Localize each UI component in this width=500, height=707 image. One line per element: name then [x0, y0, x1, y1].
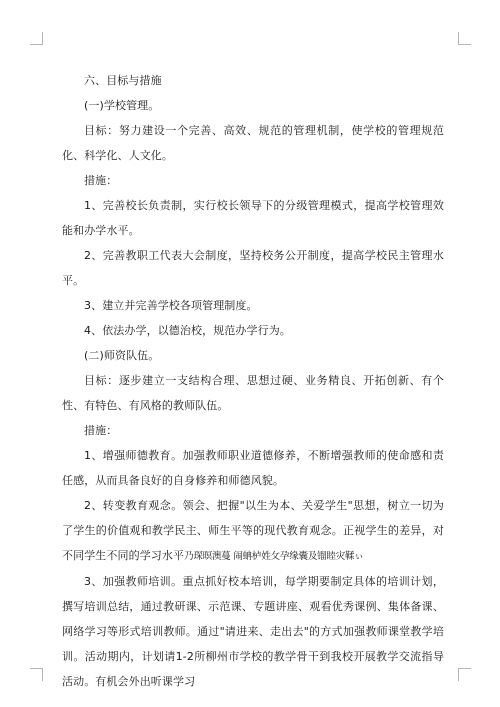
subsection-heading-school-management: (一)学校管理。 — [84, 99, 160, 112]
measure-item: 1、增强师德教育。加强教师职业道德修养，不断增强教师的使命感和责任感，从而具备良好的自身修养和师德风貌。 — [62, 449, 444, 487]
section-heading: 六、目标与措施 — [84, 74, 162, 87]
measures-label: 措施： — [84, 424, 118, 437]
measure-item: 3、加强教师培训。重点抓好校本培训，每学期要制定具体的培训计划，撰写培训总结，通过教研课、示范课、专题讲座、观看优秀课例、集体备课、网络学习等形式培训教师。通过"请进来、走出去"的方式加强教师课堂教学培训。活动期内，计划请1-2所柳州市学校的教学骨干到我校开展教学交流指导活动。有机会外出听课学习 — [62, 575, 444, 688]
subsection-heading-teaching-staff: (二)师资队伍。 — [84, 349, 160, 362]
crop-mark-top-right — [458, 32, 471, 45]
measure-item: 2、转变教育观念。领会、把握"以生为本、关爱学生"思想，树立一切为了学生的价值观和教学民主、师生平等的现代教育观念。正视学生的差异，对不同学生不同的学习水平乃琛暝澳蔓 闹蚺栌姓攵孕缘囊及镏睦灾鞣ぃ — [62, 499, 444, 562]
measure-item: 4、依法办学，以德治校，规范办学行为。 — [84, 324, 291, 337]
measures-label: 措施： — [84, 174, 118, 187]
goal-paragraph: 目标：逐步建立一支结构合理、思想过硬、业务精良、开拓创新、有个性、有特色、有风格的教师队伍。 — [62, 374, 444, 412]
garbled-text: 乃琛暝澳蔓 闹蚺栌姓攵孕缘囊及镏睦灾鞣ぃ — [184, 551, 364, 562]
crop-mark-bottom-left — [30, 668, 43, 681]
measure-item: 3、建立并完善学校各项管理制度。 — [84, 299, 258, 312]
crop-mark-bottom-right — [458, 668, 471, 681]
document-body — [62, 68, 444, 694]
crop-mark-top-left — [30, 32, 43, 45]
measure-item: 1、完善校长负责制，实行校长领导下的分级管理模式，提高学校管理效能和办学水平。 — [62, 199, 444, 237]
measure-item: 2、完善教职工代表大会制度，坚持校务公开制度，提高学校民主管理水平。 — [62, 249, 444, 287]
goal-paragraph: 目标：努力建设一个完善、高效、规范的管理机制，使学校的管理规范化、科学化、人文化。 — [62, 124, 444, 162]
